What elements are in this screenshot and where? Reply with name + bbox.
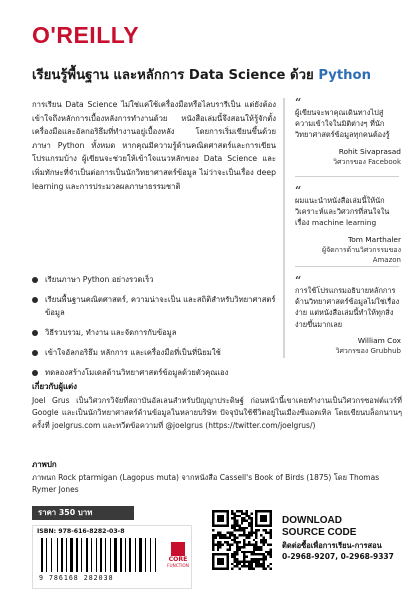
core-function-logo-bottom: FUNCTION [167,563,189,568]
testimonial [295,98,401,168]
testimonial-name: William Cox [357,335,401,345]
feature-item: เข้าใจอัลกอริธึม หลักการ และเครื่องมือที่เป็นที่นิยมใช้ [32,347,276,360]
barcode-bar [147,538,149,572]
barcode-bar [137,538,138,572]
testimonial-divider [295,266,399,267]
barcode-bar [41,538,43,572]
quote-mark-icon: “ [295,96,302,109]
barcode-bar [74,538,75,572]
testimonial-role: ผู้จัดการด้านวิศวกรรมของ Amazon [321,245,401,264]
feature-item: เรียนภาษา Python อย่างรวดเร็ว [32,274,276,287]
barcode-icon [41,538,159,572]
barcode-bar [44,538,45,572]
barcode-bar [57,538,58,572]
price-label: ราคา 350 บาท [32,506,134,520]
contact-phones: 0-2968-9207, 0-2968-9337 [282,552,394,561]
barcode-bar [70,538,73,572]
bullet-icon [32,297,38,303]
barcode-bar [81,538,82,572]
barcode-bar [114,538,117,572]
cover-image-heading: ภาพปก [32,460,57,469]
intro-paragraph: การเรียน Data Science ไม่ใช่แค่ใช้เครื่องมือหรือไลบรารีเป็น แต่ยังต้องเข้าใจถึงหลักการเบื้องหลังการทำงานด้วย หนังสือเล่มนี้จึงสอนให้รู้จักตั้งเครื่องมือและอัลกอริธึมที่ทำงานอยู่เบื้องหลัง โดยการเริ่มเขียนขึ้นด้วยภาษา Python ทั้งหมด หากคุณมีความรู้ด้านคณิตศาสตร์และการเขียนโปรแกรมบ้าง ผู้เขียนจะช่วยให้เข้าใจแนวหลักของ Data Science และเพิ่มทักษะที่จำเป็นต่อการเป็นนักวิทยาศาสตร์ข้อมูล ไม่ว่าจะเป็นเรื่อง deep learning และการประมวลผลภาษาธรรมชาติ [32,100,276,191]
download-line-1: DOWNLOAD [282,515,342,526]
about-author-text: Joel Grus เป็นวิศวกรวิจัยที่สถาบันอัลเลนสำหรับปัญญาประดิษฐ์ ก่อนหน้านี้เขาเคยทำงานเป็นวิศวกรซอฟต์แวร์ที่ Google และเป็นนักวิทยาศาสตร์ด้านข้อมูลในหลายบริษัท ปัจจุบันใช้ชีวิตอยู่ในเมืองซีแอตเทิล โดยเขียนบล็อกนานๆ ครั้งที่ joelgrus.com และทวีตข้อความที่ @joelgrus (https://twitter.com/joelgrus/) [32,396,402,430]
barcode-bar [79,538,80,572]
feature-item: ทดลองสร้างโมเดลด้านวิทยาศาสตร์ข้อมูลด้วยตัวคุณเอง [32,367,276,380]
barcode-bar [135,538,136,572]
barcode-bar [129,538,131,572]
barcode-number: 9 786168 282038 [39,574,114,582]
barcode-bar [152,538,154,572]
barcode-bar [89,538,90,572]
cover-title-text: เรียนรู้พื้นฐาน และหลักการ Data Science ด้วย [32,68,319,83]
core-function-logo-top: CORE [168,556,188,563]
barcode-bar [76,538,78,572]
testimonial-role: วิศวกรของ Grubhub [335,346,401,355]
barcode-bar [120,538,122,572]
phone-2: 0-2968-9337 [340,552,394,561]
testimonial-name: Rohit Sivaprasad [338,146,401,156]
barcode-bar [105,538,106,572]
barcode-bar [48,538,50,572]
barcode-bar [110,538,111,572]
oreilly-logo: O'REILLY [32,22,140,48]
qr-code-icon[interactable] [212,510,272,570]
bullet-icon [32,370,38,376]
barcode-bar [103,538,104,572]
phone-1: 0-2968-9207 [282,552,336,561]
bullet-icon [32,277,38,283]
barcode-bar [51,538,52,572]
bullet-icon [32,330,38,336]
testimonial-text: ผมแนะนำหนังสือเล่มนี้ให้นักวิเคราะห์และวิศวกรที่สนใจในเรื่อง machine learning [295,196,390,228]
feature-item: วิธีรวบรวม, ทำงาน และจัดการกับข้อมูล [32,327,276,340]
barcode-bar [59,538,60,572]
isbn-box [32,525,192,589]
bullet-icon [32,350,38,356]
cover-image-text: ภาพนก Rock ptarmigan (Lagopus muta) จากหนังสือ Cassell's Book of Birds (1875) โดย Thomas Rymer Jones [32,473,380,495]
barcode-bar [98,538,99,572]
barcode-bar [64,538,65,572]
testimonial [295,276,401,357]
barcode-bar [66,538,67,572]
core-function-logo [167,540,189,574]
barcode-bar [86,538,88,572]
barcode-bar [107,538,109,572]
barcode-bar [53,538,56,572]
barcode-bar [112,538,113,572]
barcode-bar [96,538,97,572]
barcode-bar [118,538,119,572]
feature-item: เรียนพื้นฐานคณิตศาสตร์, ความน่าจะเป็น และสถิติสำหรับวิทยาศาสตร์ข้อมูล [32,294,276,319]
testimonial-text: การใช้โปรแกรมอธิบายหลักการด้านวิทยาศาสตร์ข้อมูลไม่ใช่เรื่องง่าย แต่หนังสือเล่มนี้ทำให้ทุกสิ่งง่ายขึ้นมากเลย [295,286,400,329]
barcode-bar [93,538,96,572]
testimonials-panel [283,98,403,358]
contact-heading: ติดต่อซื้อเพื่อการเรียน-การสอน [282,541,382,550]
barcode-bar [150,538,151,572]
testimonial-text: ผู้เขียนจะพาคุณเดินทางไปสู่ความเข้าใจในมิติต่างๆ ที่นักวิทยาศาสตร์ข้อมูลทุกคนต้องรู้ [295,108,390,140]
cover-title [32,64,402,85]
download-line-2: SOURCE CODE [282,527,357,538]
barcode-bar [61,538,63,572]
testimonial-divider [295,176,399,177]
barcode-bar [83,538,85,572]
barcode-bar [139,538,142,572]
barcode-bar [100,538,102,572]
isbn-text: ISBN: 978-616-8282-03-8 [37,528,125,535]
about-author-heading: เกี่ยวกับผู้แต่ง [32,382,78,391]
barcode-bar [46,538,47,572]
barcode-bar [127,538,128,572]
barcode-bar [123,538,124,572]
quote-mark-icon: “ [295,184,302,197]
barcode-bar [132,538,134,572]
barcode-bar [145,538,146,572]
quote-mark-icon: “ [295,274,302,287]
barcode-bar [125,538,126,572]
barcode-bar [143,538,144,572]
feature-list [32,274,276,387]
barcode-bar [157,538,158,572]
contact-info [282,540,407,562]
testimonial-name: Tom Marthaler [347,234,401,244]
barcode-bar [91,538,92,572]
qr-code-graphic [212,510,272,570]
barcode-bar [155,538,156,572]
testimonial-role: วิศวกรของ Facebook [333,157,401,166]
cover-title-python: Python [318,68,372,83]
core-function-logo-mark [171,542,185,556]
download-source-code [282,515,404,539]
barcode-bar [68,538,69,572]
testimonial [295,186,401,264]
